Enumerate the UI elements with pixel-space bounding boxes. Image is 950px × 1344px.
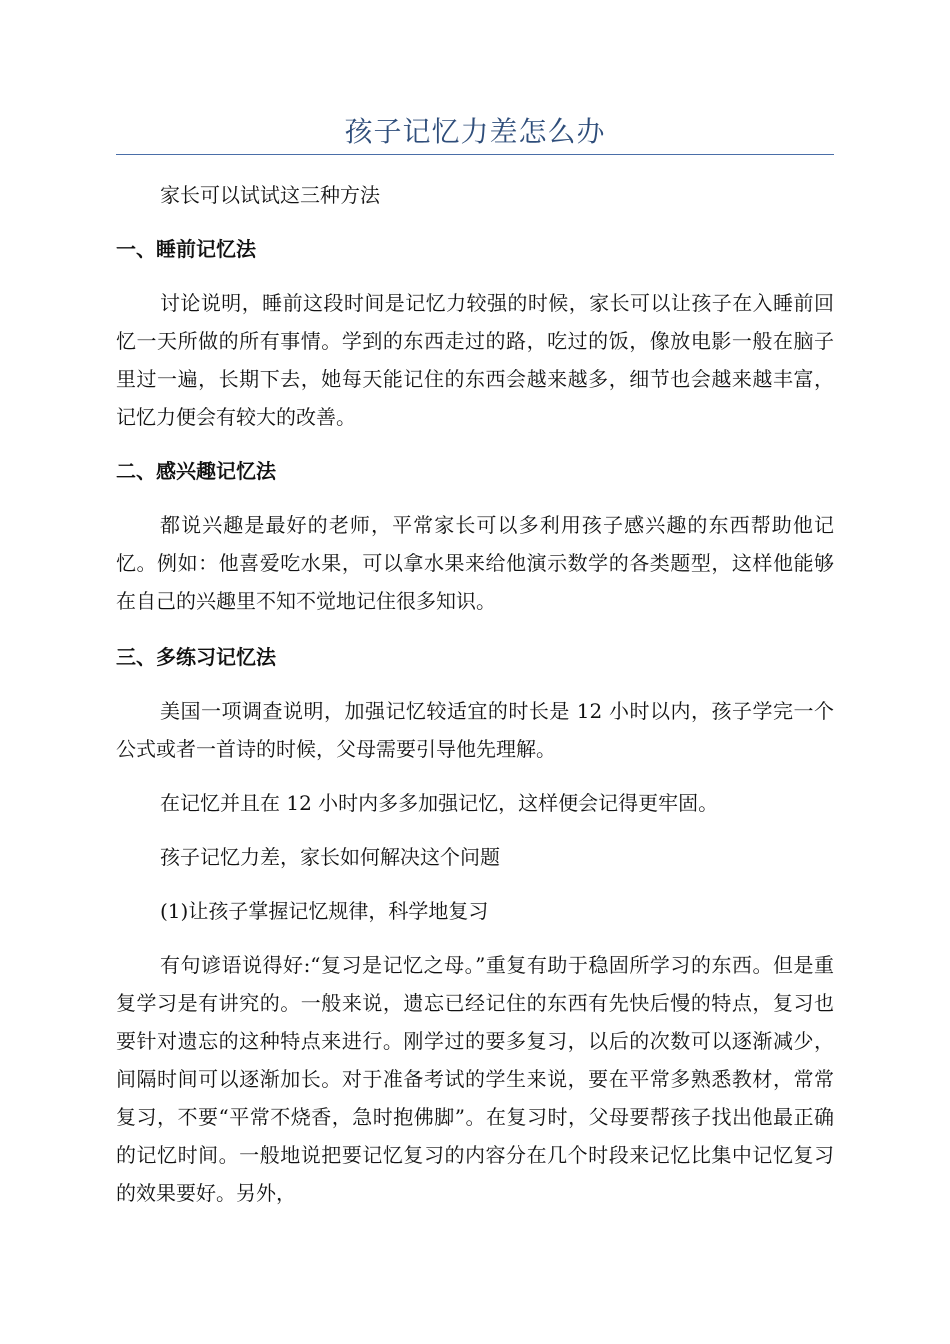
review-paragraph: 有句谚语说得好:“复习是记忆之母。”重复有助于稳固所学习的东西。但是重复学习是有讲究的。一般来说，遗忘已经记住的东西有先快后慢的特点，复习也要针对遗忘的这种特点来进行。刚学过的要多复习，以后的次数可以逐渐减少，间隔时间可以逐渐加长。对于准备考试的学生来说，要在平常多熟悉教材，常常复习，不要“平常不烧香，急时抱佛脚”。在复习时，父母要帮孩子找出他最正确的记忆时间。一般地说把要记忆复习的内容分在几个时段来记忆比集中记忆复习的效果要好。另外， (116, 953, 834, 1205)
section1-heading: 一、睡前记忆法 (116, 237, 256, 261)
section3-heading: 三、多练习记忆法 (116, 645, 276, 669)
section3-body: 美国一项调查说明，加强记忆较适宜的时长是 12 小时以内，孩子学完一个公式或者一首诗的时候，父母需要引导他先理解。 (116, 699, 834, 761)
title-underline (116, 154, 834, 155)
section1-body: 讨论说明，睡前这段时间是记忆力较强的时候，家长可以让孩子在入睡前回忆一天所做的所有事情。学到的东西走过的路，吃过的饭，像放电影一般在脑子里过一遍，长期下去，她每天能记住的东西会越来越多，细节也会越来越丰富，记忆力便会有较大的改善。 (116, 291, 834, 429)
point1-paragraph: (1)让孩子掌握记忆规律，科学地复习 (160, 899, 489, 923)
section2-heading: 二、感兴趣记忆法 (116, 459, 276, 483)
intro-paragraph: 家长可以试试这三种方法 (160, 183, 380, 207)
document-title: 孩子记忆力差怎么办 (344, 115, 606, 148)
question-paragraph: 孩子记忆力差，家长如何解决这个问题 (160, 845, 500, 869)
reinforce-paragraph: 在记忆并且在 12 小时内多多加强记忆，这样便会记得更牢固。 (160, 791, 719, 815)
section2-body: 都说兴趣是最好的老师，平常家长可以多利用孩子感兴趣的东西帮助他记忆。例如：他喜爱吃水果，可以拿水果来给他演示数学的各类题型，这样他能够在自己的兴趣里不知不觉地记住很多知识。 (116, 513, 834, 613)
